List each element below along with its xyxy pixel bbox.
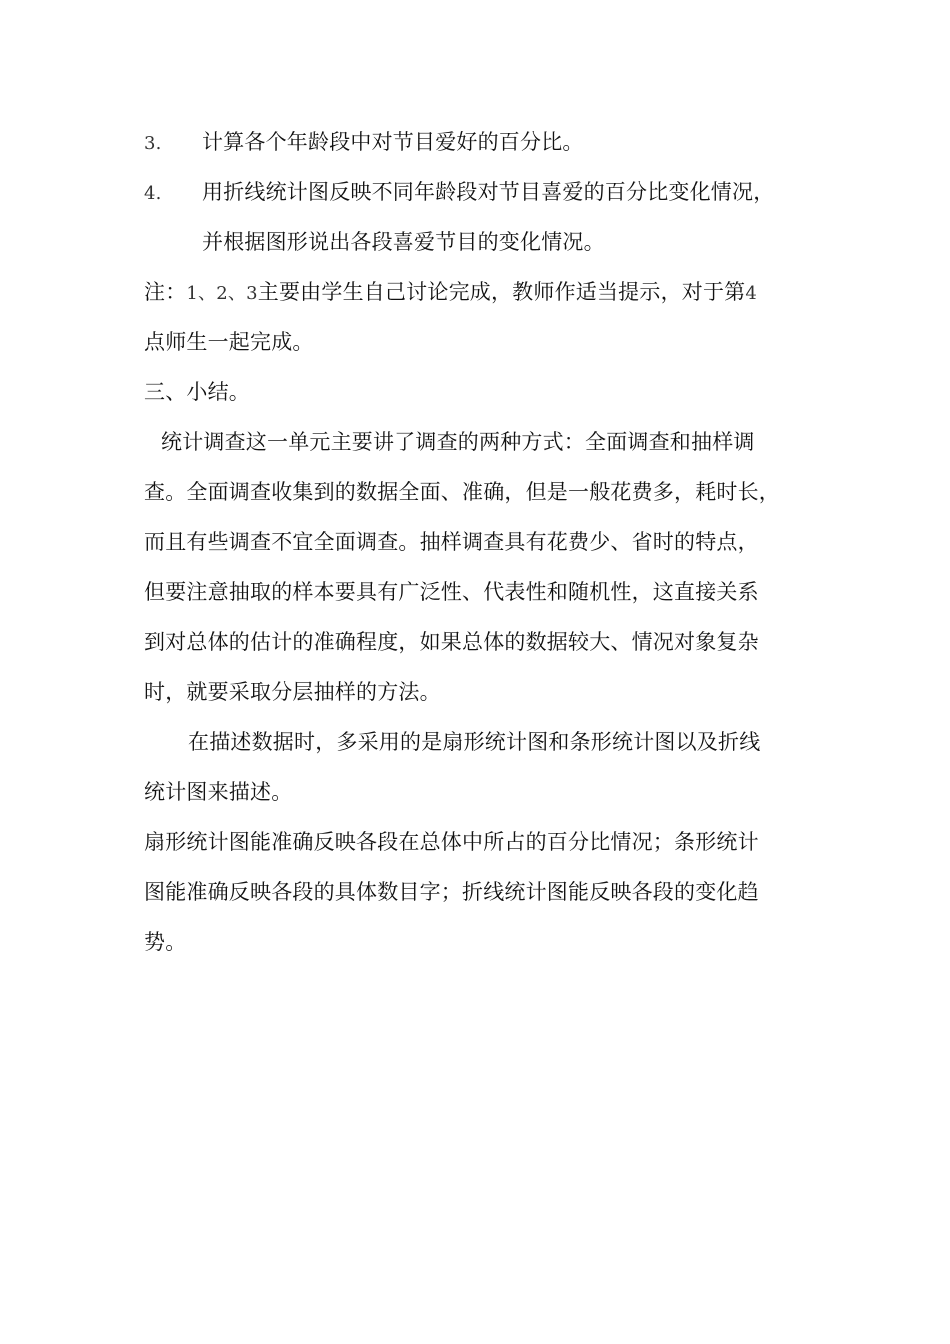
note-text: 主要由学生自己讨论完成，教师作适当提示，对于第 xyxy=(257,280,746,304)
note-line xyxy=(144,277,757,309)
summary-line: 而且有些调查不宜全面调查。抽样调查具有花费少、省时的特点， xyxy=(144,530,759,554)
conclusion-line: 扇形统计图能准确反映各段在总体中所占的百分比情况；条形统计 xyxy=(144,830,759,854)
conclusion-line: 图能准确反映各段的具体数目字；折线统计图能反映各段的变化趋 xyxy=(144,880,759,904)
step-4-continuation: 并根据图形说出各段喜爱节目的变化情况。 xyxy=(202,230,605,254)
step-number: 3. xyxy=(144,133,162,154)
summary-line: 但要注意抽取的样本要具有广泛性、代表性和随机性，这直接关系 xyxy=(144,580,759,604)
step-text: 计算各个年龄段中对节目爱好的百分比。 xyxy=(202,130,584,154)
step-3 xyxy=(144,127,584,159)
step-4 xyxy=(144,177,774,209)
step-text: 用折线统计图反映不同年龄段对节目喜爱的百分比变化情况， xyxy=(202,180,775,204)
summary-line: 到对总体的估计的准确程度，如果总体的数据较大、情况对象复杂 xyxy=(144,630,759,654)
section-heading: 三、小结。 xyxy=(144,380,250,404)
description-line: 统计图来描述。 xyxy=(144,780,293,804)
summary-line: 统计调查这一单元主要讲了调查的两种方式：全面调查和抽样调 xyxy=(161,430,755,454)
note-prefix: 注： xyxy=(144,280,187,304)
note-continuation: 点师生一起完成。 xyxy=(144,330,314,354)
description-line: 在描述数据时，多采用的是扇形统计图和条形统计图以及折线 xyxy=(188,730,761,754)
note-numbers: 1、2、3 xyxy=(186,283,258,304)
conclusion-line: 势。 xyxy=(144,930,187,954)
summary-line: 查。全面调查收集到的数据全面、准确，但是一般花费多，耗时长， xyxy=(144,480,780,504)
step-number: 4. xyxy=(144,183,162,204)
summary-line: 时，就要采取分层抽样的方法。 xyxy=(144,680,441,704)
note-number: 4 xyxy=(745,283,758,304)
